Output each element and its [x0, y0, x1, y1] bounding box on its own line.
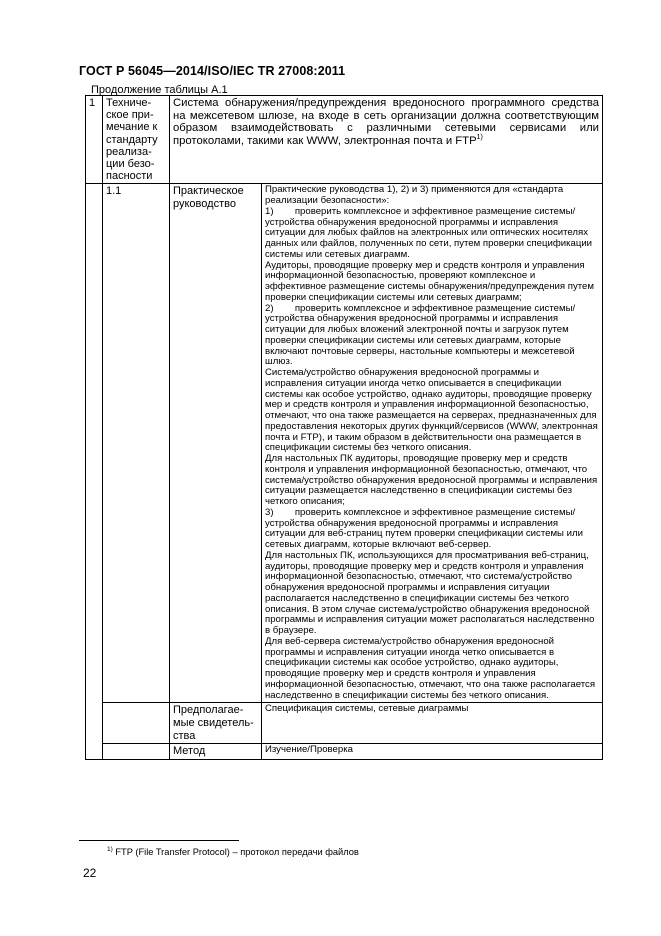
empty-cell: [103, 744, 170, 760]
table-row: [86, 184, 603, 703]
empty-cell: [86, 184, 103, 759]
page-number: 22: [83, 866, 97, 880]
document-header: ГОСТ Р 56045—2014/ISO/IEC TR 27008:2011: [79, 64, 346, 78]
row-number: 1: [86, 96, 103, 184]
footnote-divider: [79, 840, 239, 841]
table-continuation-caption: Продолжение таблицы А.1: [91, 84, 228, 96]
table-row: [86, 96, 603, 184]
practical-guidance-label: Практическое руководство: [170, 184, 262, 703]
subitem-number: 1.1: [103, 184, 170, 703]
evidence-text: Спецификация системы, сетевые диаграммы: [262, 703, 603, 744]
requirements-table: [85, 95, 603, 760]
method-text: Изучение/Проверка: [262, 744, 603, 760]
table-row: [86, 703, 603, 744]
method-label: Метод: [170, 744, 262, 760]
practical-guidance-text: Практические руководства 1), 2) и 3) применяются для «стандарта реализации безопасности»: 1) проверить комплексное и эффективное размещение системы/устройства обнаружения вредоносной программы и исправления ситуации для любых файлов на электронных или оптических носителях данных или файлов, полученных по сети, путем проверки спецификации системы или сетевых диаграмм. Аудиторы, проводящие проверку мер и средств контроля и управления информационной безопасностью, проверяют комплексное и эффективное размещение системы обнаружения/предупреждения путем проверки спецификации системы или сетевых диаграмм; 2) проверить комплексное и эффективное размещение системы/устройства обнаружения вредоносной программы и исправления ситуации для любых вложений электронной почты и загрузок путем проверки спецификации системы или сетевых диаграмм, которые включают почтовые серверы, настольные компьютеры и межсетевой шлюз. Система/устройство обнаружения вредоносной программы и исправления ситуации иногда четко описывается в спецификации системы как особое устройство, однако аудиторы, проводящие проверку мер и средств контроля и управления информационной безопасностью, отмечают, что она также размещается на серверах, предназначенных для предоставления некоторых других функций/сервисов (WWW, электронная почта и FTP), и таким образом в действительности она размещается в спецификации системы без четкого описания. Для настольных ПК аудиторы, проводящие проверку мер и средств контроля и управления информационной безопасностью, отмечают, что система/устройство обнаружения вредоносной программы и исправления ситуации размещается наследственно в спецификации системы без четкого описания; 3) проверить комплексное и эффективное размещение системы/устройства обнаружения вредоносной программы и исправления ситуации для веб-страниц путем проверки спецификации системы или сетевых диаграмм, которые включают веб-сервер. Для настольных ПК, использующихся для просматривания веб-страниц, аудиторы, проводящие проверку мер и средств контроля и управления информационной безопасностью, отмечают, что система/устройство обнаружения вредоносной программы и исправления ситуации располагается наследственно в спецификации системы без четкого описания. В этом случае система/устройство обнаружения вредоносной программы и исправления ситуации может располагаться наследственно в браузере. Для веб-сервера система/устройство обнаружения вредоносной программы и исправления ситуации иногда четко описывается в спецификации системы как особое устройство, однако аудиторы, проводящие проверку мер и средств контроля и управления информационной безопасностью, отмечают, что она также располагается наследственно в спецификации системы без четкого описания.: [262, 184, 603, 703]
control-description: Система обнаружения/предупреждения вредоносного программного средства на межсетевом шлюзе, на входе в сеть организации должна соответствующим образом взаимодействовать с различными сетевыми сервисами или протоколами, такими как WWW, электронная почта и FTP$^{1)}$: [170, 96, 603, 184]
footnote: $^{1)}$ FTP (File Transfer Protocol) – протокол передачи файлов: [107, 845, 359, 857]
empty-cell: [103, 703, 170, 744]
table-row: [86, 744, 603, 760]
control-name: Техниче- ское при- мечание к стандарту реализа- ции безо- пасности: [103, 96, 170, 184]
footnote-marker: 1): [476, 134, 483, 142]
evidence-label: Предполагае- мые свидетель- ства: [170, 703, 262, 744]
